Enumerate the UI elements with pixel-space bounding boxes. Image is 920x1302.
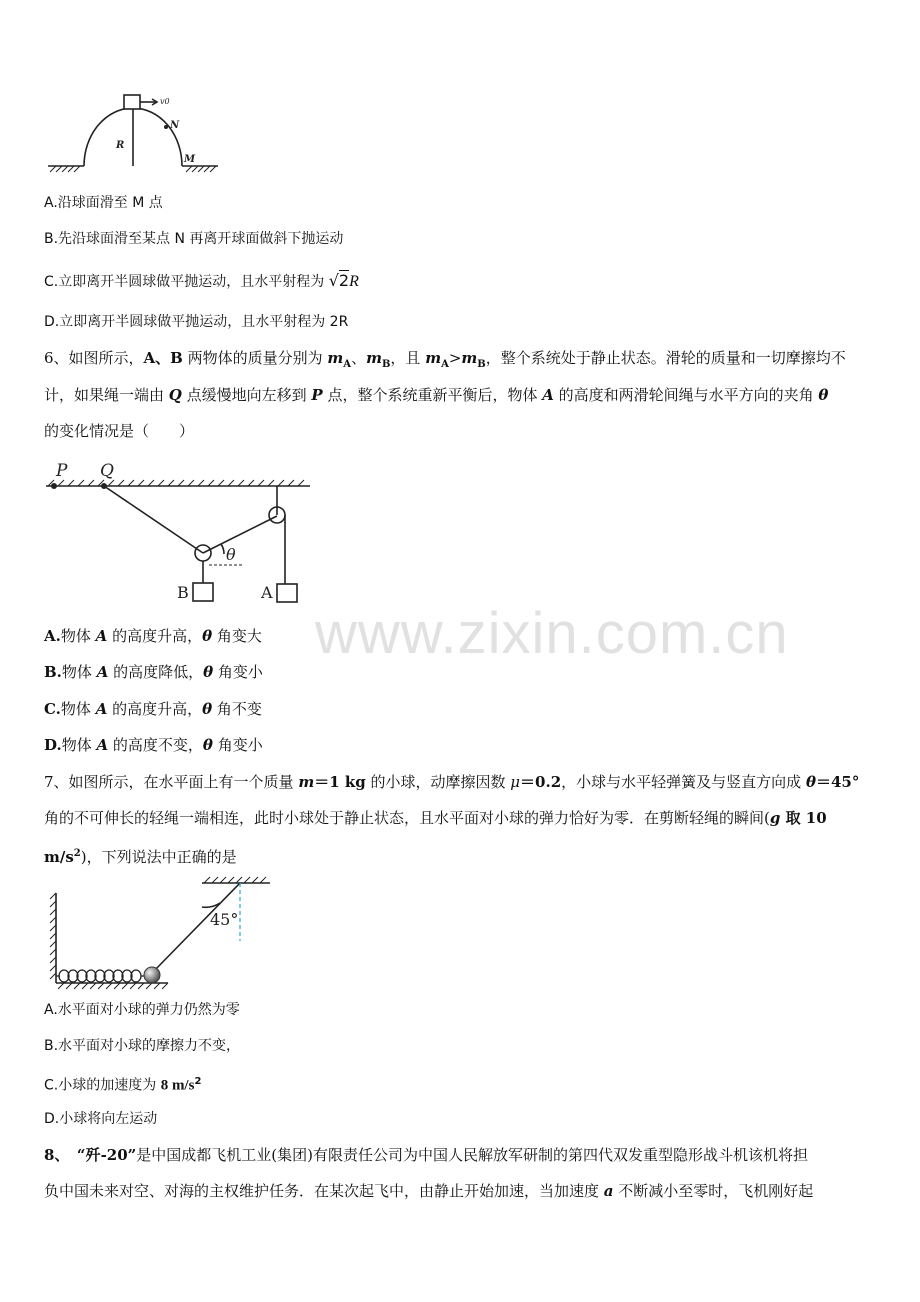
q6-option-prefix: D. <box>44 736 62 754</box>
q6-p: P <box>311 386 323 404</box>
q6-option-text: 角变大 <box>212 627 262 645</box>
sqrt-var: R <box>349 273 359 290</box>
q6-ma: m <box>327 349 344 367</box>
q7-m: m <box>298 773 315 791</box>
q7-g: g <box>769 809 781 827</box>
q6-stem-line2 <box>44 385 828 405</box>
q6-option-text: 的高度升高， <box>107 627 203 645</box>
q7-theta-value: ＝45° <box>815 773 860 791</box>
q6-mb-sub: B <box>381 359 391 370</box>
q6-option-prefix: C. <box>44 700 61 718</box>
q6-cmp-a-sub: A <box>441 359 449 370</box>
q6-option-theta: θ <box>202 736 213 754</box>
label-a: A <box>261 583 273 602</box>
label-r: R <box>116 140 125 151</box>
q5-option-c-text: C.立即离开半圆球做平抛运动，且水平射程为 <box>44 274 325 290</box>
q7-stem-line3 <box>44 844 237 867</box>
q5-option-b: B.先沿球面滑至某点 N 再离开球面做斜下抛运动 <box>44 231 344 247</box>
q6-option-var: A <box>96 736 109 754</box>
q5-option-c <box>44 271 359 292</box>
q8-a: a <box>603 1182 614 1200</box>
ball <box>144 967 160 983</box>
label-theta: θ <box>226 545 236 564</box>
q6-option-text: 的高度升高， <box>107 700 203 718</box>
q6-option-var: A <box>95 627 108 645</box>
q6-option-text: 物体 <box>61 663 97 681</box>
q5-option-d: D.立即离开半圆球做平抛运动，且水平射程为 2R <box>44 314 349 330</box>
q6-text: ，且 <box>390 349 426 367</box>
q7-text: 7、如图所示，在水平面上有一个质量 <box>44 773 299 791</box>
q6-mb: m <box>366 349 382 367</box>
q6-stem-line1 <box>44 348 846 375</box>
point-q <box>101 483 107 489</box>
label-b: B <box>177 583 189 602</box>
q7-unit: m/s <box>44 848 74 866</box>
q6-theta: θ <box>818 386 829 404</box>
q6-option-c <box>44 699 262 719</box>
q8-text: 是中国成都飞机工业(集团)有限责任公司为中国人民解放军研制的第四代双发重型隐形战斗机该机将担 <box>136 1146 809 1164</box>
label-v0: v0 <box>160 97 170 106</box>
q5-option-a: A.沿球面滑至 M 点 <box>44 195 163 211</box>
q7-text: 的小球，动摩擦因数 <box>365 773 511 791</box>
q6-text: 点，整个系统重新平衡后，物体 <box>322 386 543 404</box>
q6-ab: A、B <box>143 349 183 367</box>
q6-ma-sub: A <box>343 359 352 370</box>
q6-option-text: 角不变 <box>212 700 262 718</box>
q6-figure <box>44 458 324 608</box>
q6-stem-line3: 的变化情况是（ ） <box>44 422 195 440</box>
point-n <box>164 125 168 129</box>
q6-text: 两物体的质量分别为 <box>182 349 328 367</box>
q7-option-c-value: 8 m/s <box>160 1077 195 1094</box>
q6-option-text: 的高度不变， <box>108 736 203 754</box>
q6-option-text: 物体 <box>60 627 96 645</box>
q7-option-b: B.水平面对小球的摩擦力不变， <box>44 1038 241 1054</box>
q7-option-d: D.小球将向左运动 <box>44 1111 158 1127</box>
q6-text: ，整个系统处于静止状态。滑轮的质量和一切摩擦均不 <box>485 349 846 367</box>
sqrt-expression <box>329 271 359 290</box>
q6-option-a <box>44 626 262 646</box>
spring <box>56 970 145 982</box>
q7-theta: θ <box>805 773 816 791</box>
label-45-degree: 45° <box>210 910 239 929</box>
q6-option-var: A <box>95 700 108 718</box>
q7-mass: ＝1 kg <box>314 773 366 791</box>
q7-mu: μ <box>510 773 521 791</box>
q6-text: 6、如图所示， <box>44 349 144 367</box>
q6-option-text: 角变小 <box>213 663 263 681</box>
q6-option-var: A <box>96 663 109 681</box>
q8-stem-line1 <box>44 1145 808 1165</box>
q6-option-theta: θ <box>202 627 213 645</box>
label-m: M <box>184 154 196 165</box>
q8-stem-line2 <box>44 1181 813 1201</box>
q8-text: 负中国未来对空、对海的主权维护任务．在某次起飞中，由静止开始加速，当加速度 <box>44 1182 604 1200</box>
q6-q: Q <box>168 386 182 404</box>
q6-cmp-b-sub: B <box>477 359 486 370</box>
q7-figure <box>44 875 284 990</box>
q6-text: 点缓慢地向左移到 <box>181 386 312 404</box>
q7-mu-value: ＝0.2 <box>520 773 562 791</box>
q6-option-theta: θ <box>202 700 213 718</box>
watermark: www.zixin.com.cn <box>315 601 789 666</box>
q7-g-value: 取 10 <box>780 809 827 827</box>
sqrt-sign: √ <box>328 271 339 290</box>
q7-stem-line2 <box>44 808 827 828</box>
point-p <box>51 483 57 489</box>
label-p: P <box>56 461 68 481</box>
sqrt-radicand: 2 <box>338 271 350 290</box>
q7-option-c-sup: 2 <box>194 1076 202 1087</box>
q6-option-text: 角变小 <box>212 736 263 754</box>
q8-text: 不断减小至零时，飞机刚好起 <box>613 1182 814 1200</box>
q7-text: )，下列说法中正确的是 <box>80 848 237 866</box>
q7-unit-sup: 2 <box>73 848 81 859</box>
q8-title: 8、 “歼-20” <box>44 1146 137 1164</box>
q6-option-text: 的高度降低， <box>108 663 204 681</box>
label-n: N <box>170 120 180 131</box>
q6-text: 的高度和两滑轮间绳与水平方向的夹角 <box>553 386 819 404</box>
q7-option-c-text: C.小球的加速度为 <box>44 1077 161 1094</box>
q6-option-theta: θ <box>203 663 214 681</box>
q6-a: A <box>542 386 554 404</box>
q6-option-text: 物体 <box>61 736 97 754</box>
q7-stem-line1 <box>44 772 859 792</box>
label-q: Q <box>100 461 114 481</box>
q6-text: 计，如果绳一端由 <box>44 386 169 404</box>
q7-option-a: A.水平面对小球的弹力仍然为零 <box>44 1002 240 1018</box>
q6-sep: 、 <box>351 349 367 367</box>
q6-option-text: 物体 <box>60 700 96 718</box>
q7-option-c <box>44 1072 201 1096</box>
q6-option-prefix: B. <box>44 663 62 681</box>
q6-cmp-op: > <box>448 349 462 367</box>
q7-text: 角的不可伸长的轻绳一端相连，此时小球处于静止状态，且水平面对小球的弹力恰好为零．在剪断轻绳的瞬间( <box>44 809 770 827</box>
q6-cmp-b: m <box>461 349 478 367</box>
q6-option-d <box>44 735 263 755</box>
q6-option-b <box>44 662 263 682</box>
q5-figure <box>44 90 244 180</box>
q6-option-prefix: A. <box>44 627 61 645</box>
q6-cmp-a: m <box>425 349 442 367</box>
q7-text: ，小球与水平轻弹簧及与竖直方向成 <box>561 773 806 791</box>
